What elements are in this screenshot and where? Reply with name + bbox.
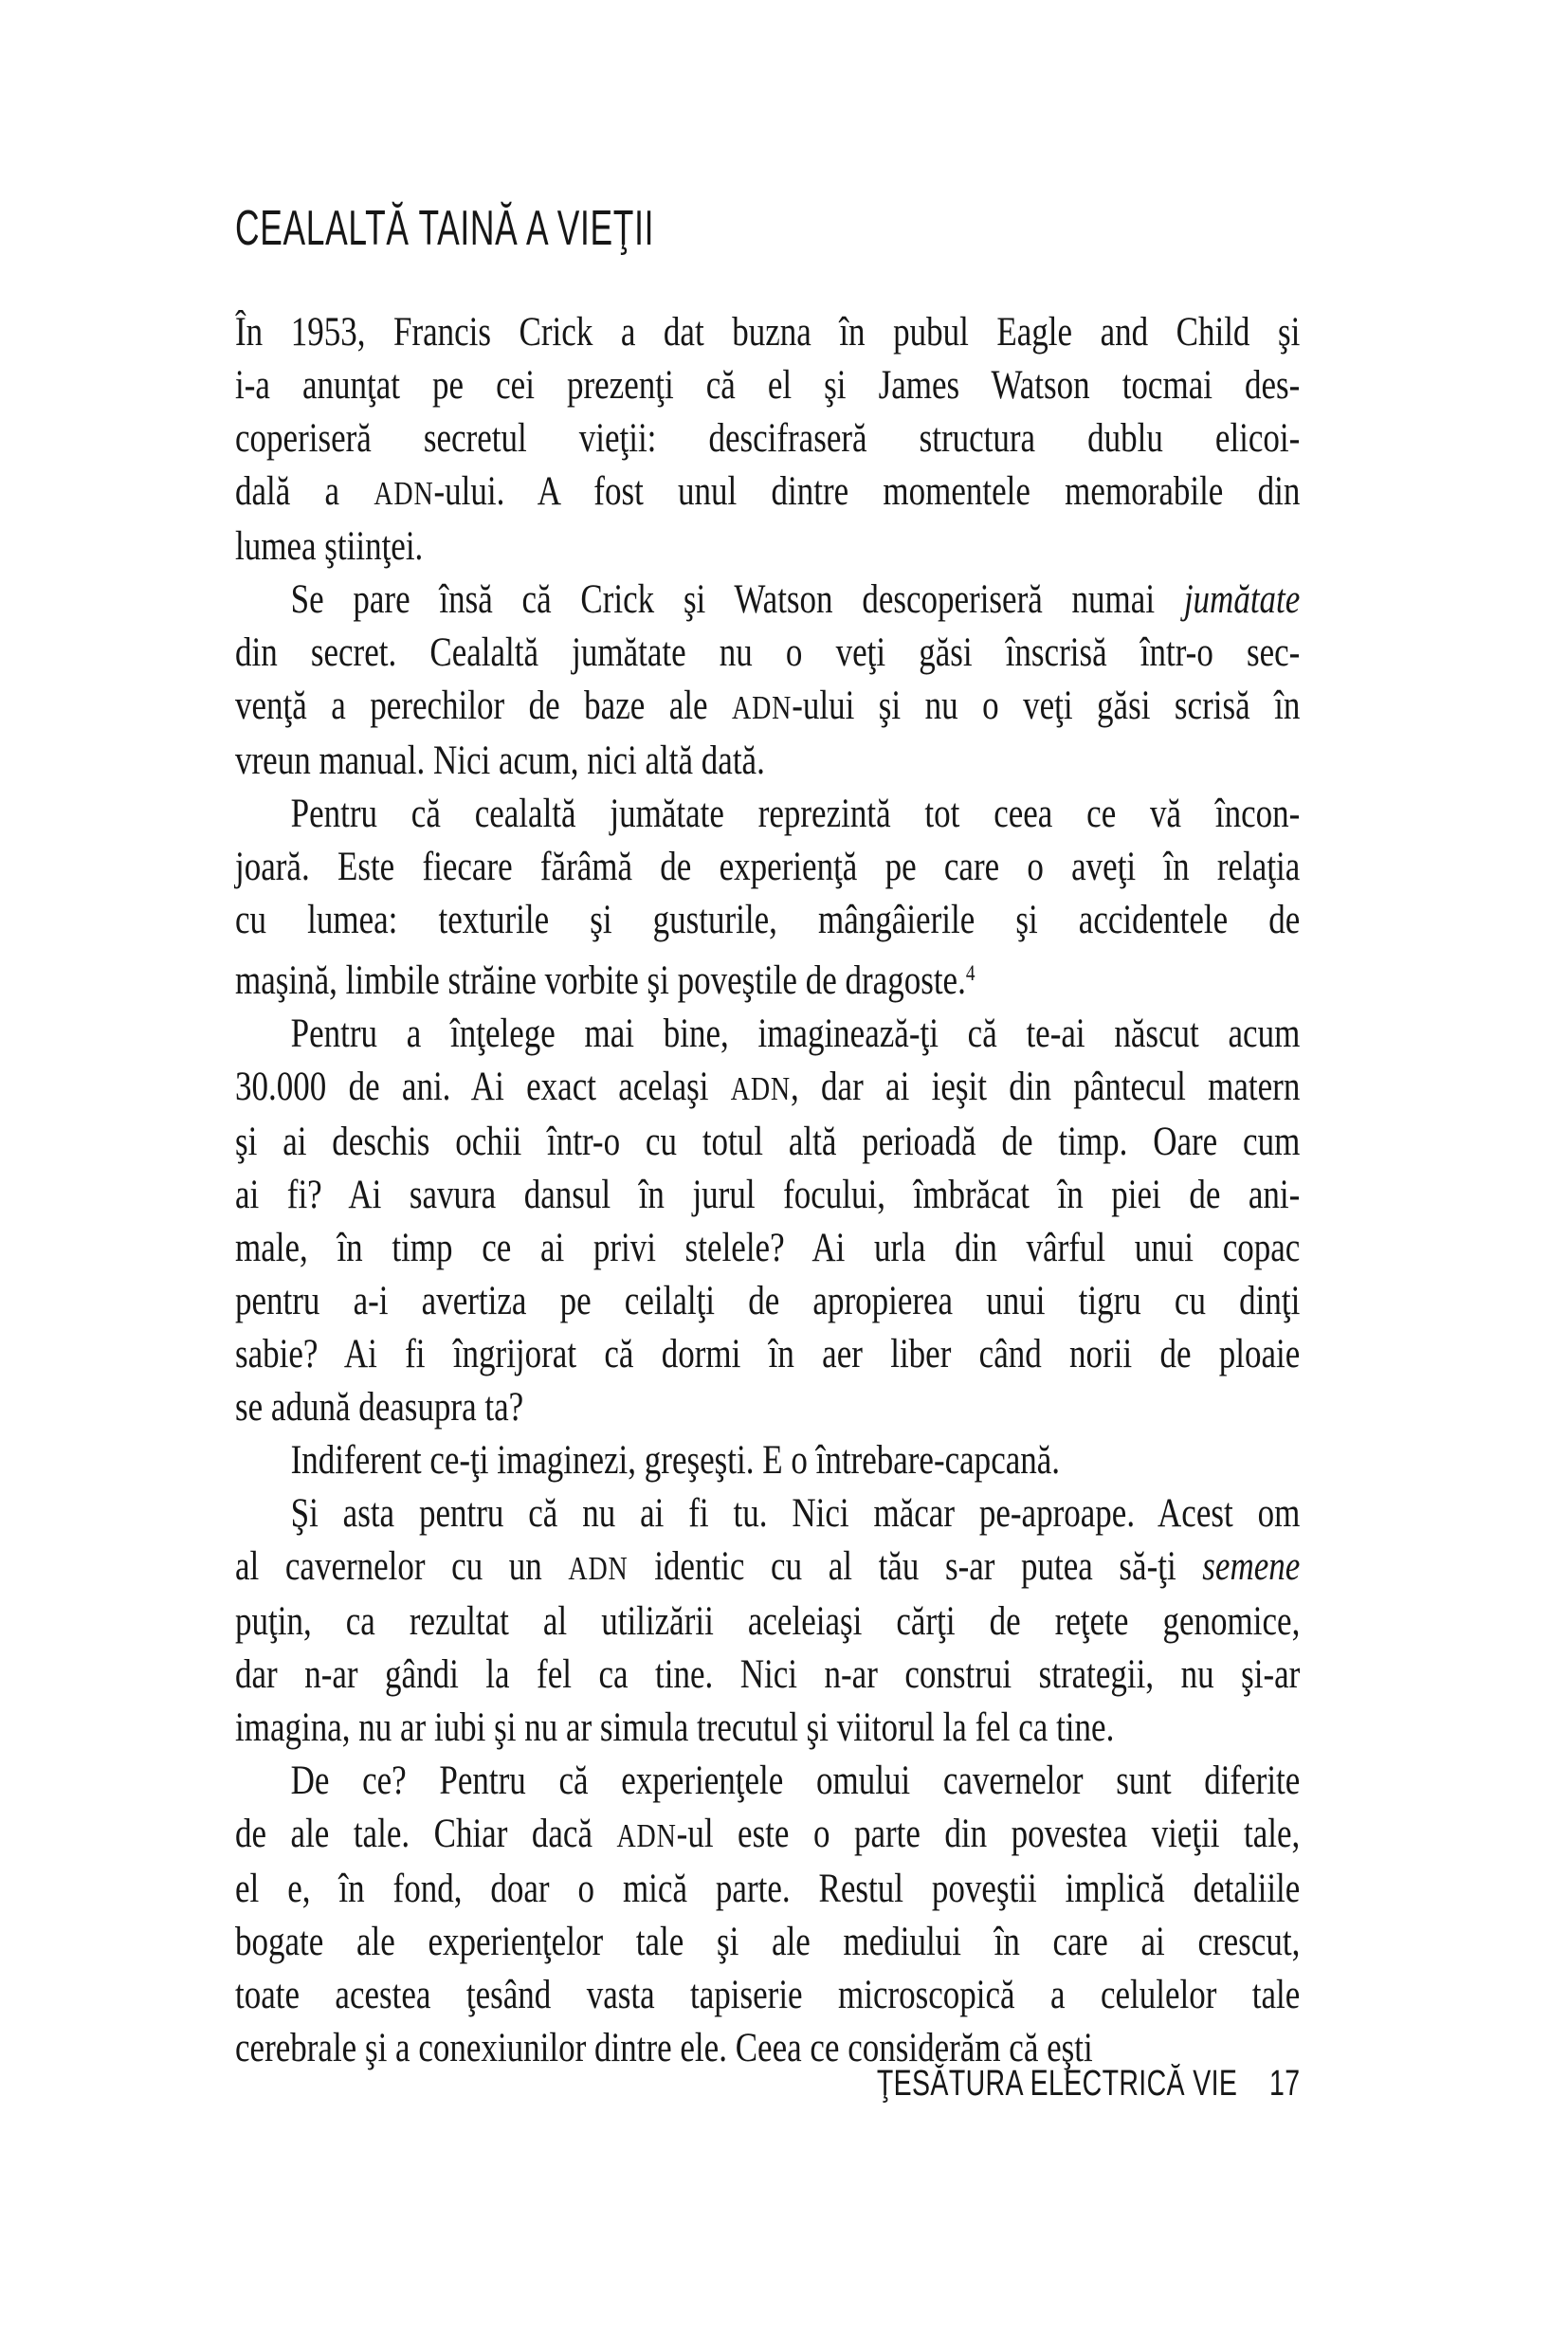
text-segment: male, în timp ce ai privi stelele? Ai urla din vârful unui copac bbox=[235, 1226, 1301, 1271]
text-segment: -ul este o parte din povestea vieţii tale, bbox=[676, 1812, 1301, 1857]
smallcaps-text: ADN bbox=[374, 476, 434, 512]
footer-title: ŢESĂTURA ELECTRICĂ VIE bbox=[877, 2064, 1238, 2104]
footnote-ref: 4 bbox=[965, 961, 975, 986]
text-line bbox=[235, 680, 1300, 735]
text-segment: bogate ale experienţelor tale şi ale mediului în care ai crescut, bbox=[235, 1920, 1301, 1965]
text-segment: venţă a perechilor de baze ale bbox=[235, 683, 733, 728]
text-line bbox=[235, 1649, 1300, 1702]
smallcaps-text: ADN bbox=[568, 1551, 629, 1588]
text-line bbox=[235, 1222, 1300, 1275]
italic-text: semene bbox=[1202, 1544, 1301, 1590]
text-line bbox=[235, 1916, 1300, 1969]
text-line bbox=[235, 359, 1300, 412]
text-line bbox=[235, 306, 1300, 359]
text-segment: el e, în fond, doar o mică parte. Restul poveştii implică detaliile bbox=[235, 1867, 1301, 1912]
text-line bbox=[235, 1275, 1300, 1328]
text-line bbox=[235, 1116, 1300, 1169]
text-line bbox=[235, 1540, 1300, 1595]
text-segment: Pentru că cealaltă jumătate reprezintă tot ceea ce vă încon- bbox=[290, 792, 1301, 836]
text-line bbox=[235, 735, 1300, 788]
paragraph bbox=[235, 1755, 1300, 2075]
text-segment: maşină, limbile străine vorbite şi poveştile de dragoste. bbox=[235, 958, 966, 1004]
text-segment: Pentru a înţelege mai bine, imaginează-ţi că te-ai născut acum bbox=[290, 1011, 1301, 1057]
text-line bbox=[235, 1863, 1300, 1916]
text-segment: cu lumea: texturile şi gusturile, mângâierile şi accidentele de bbox=[235, 898, 1301, 942]
text-segment: -ului. A fost unul dintre momentele memorabile din bbox=[433, 469, 1301, 514]
text-line bbox=[235, 947, 1300, 1008]
smallcaps-text: ADN bbox=[730, 1071, 791, 1108]
text-line bbox=[235, 1061, 1300, 1116]
text-segment: de ale tale. Chiar dacă bbox=[235, 1812, 617, 1857]
text-segment: şi ai deschis ochii într-o cu totul altă perioadă de timp. Oare cum bbox=[235, 1120, 1301, 1165]
text-segment: i-a anunţat pe cei prezenţi că el şi James Watson tocmai des- bbox=[235, 363, 1301, 408]
text-line bbox=[235, 1969, 1300, 2022]
body-text bbox=[235, 306, 1300, 2075]
italic-text: jumătate bbox=[1183, 577, 1301, 622]
text-line bbox=[235, 412, 1300, 465]
text-line bbox=[235, 520, 1300, 574]
text-segment: -ului şi nu o veţi găsi scrisă în bbox=[792, 683, 1301, 728]
text-line bbox=[235, 574, 1300, 627]
text-line bbox=[235, 788, 1300, 841]
text-segment: lumea ştiinţei. bbox=[235, 524, 424, 569]
text-segment: din secret. Cealaltă jumătate nu o veţi găsi înscrisă într-o sec- bbox=[235, 630, 1301, 675]
text-line bbox=[235, 1808, 1300, 1863]
smallcaps-text: ADN bbox=[616, 1818, 677, 1855]
page-number: 17 bbox=[1269, 2064, 1301, 2104]
text-segment: se adună deasupra ta? bbox=[235, 1385, 524, 1431]
text-segment: Indiferent ce-ţi imaginezi, greşeşti. E o întrebare-capcană. bbox=[290, 1438, 1061, 1484]
text-line bbox=[235, 1702, 1300, 1755]
text-segment: Şi asta pentru că nu ai fi tu. Nici măcar pe-aproape. Acest om bbox=[290, 1491, 1301, 1537]
text-segment: sabie? Ai fi îngrijorat că dormi în aer liber când norii de ploaie bbox=[235, 1332, 1301, 1377]
smallcaps-text: ADN bbox=[732, 690, 793, 726]
text-line bbox=[235, 1169, 1300, 1222]
text-line bbox=[235, 1755, 1300, 1808]
text-segment: Se pare însă că Crick şi Watson descoperiseră numai bbox=[290, 577, 1184, 622]
text-line bbox=[235, 627, 1300, 680]
text-segment: puţin, ca rezultat al utilizării aceleiaşi cărţi de reţete genomice, bbox=[235, 1599, 1301, 1645]
text-line bbox=[235, 1328, 1300, 1381]
chapter-title: CEALALTĂ TAINĂ A VIEŢII bbox=[235, 201, 655, 256]
paragraph bbox=[235, 574, 1300, 788]
text-segment: identic cu al tău s-ar putea să-ţi bbox=[628, 1544, 1203, 1590]
text-line bbox=[235, 841, 1300, 894]
text-segment: În 1953, Francis Crick a dat buzna în pubul Eagle and Child şi bbox=[235, 310, 1301, 355]
text-segment: ai fi? Ai savura dansul în jurul focului, îmbrăcat în piei de ani- bbox=[235, 1173, 1301, 1218]
paragraph bbox=[235, 1434, 1300, 1487]
text-segment: joară. Este fiecare fărâmă de experienţă pe care o aveţi în relaţia bbox=[235, 845, 1301, 889]
text-line bbox=[235, 1595, 1300, 1649]
text-segment: pentru a-i avertiza pe ceilalţi de apropierea unui tigru cu dinţi bbox=[235, 1279, 1301, 1324]
paragraph bbox=[235, 1008, 1300, 1434]
running-footer bbox=[877, 2064, 1301, 2105]
text-segment: cerebrale şi a conexiunilor dintre ele. Ceea ce considerăm că eşti bbox=[235, 2026, 1093, 2071]
text-line bbox=[235, 1434, 1300, 1487]
text-segment: dar n-ar gândi la fel ca tine. Nici n-ar construi strategii, nu şi-ar bbox=[235, 1652, 1301, 1698]
text-line bbox=[235, 894, 1300, 947]
text-segment: dală a bbox=[235, 469, 374, 514]
text-line bbox=[235, 1487, 1300, 1540]
text-segment: De ce? Pentru că experienţele omului cavernelor sunt diferite bbox=[290, 1759, 1301, 1804]
text-line bbox=[235, 465, 1300, 520]
text-segment: coperiseră secretul vieţii: descifraseră structura dublu elicoi- bbox=[235, 416, 1301, 461]
paragraph bbox=[235, 788, 1300, 1008]
paragraph bbox=[235, 306, 1300, 574]
text-segment: al cavernelor cu un bbox=[235, 1544, 569, 1590]
text-line bbox=[235, 1381, 1300, 1434]
text-segment: toate acestea ţesând vasta tapiserie microscopică a celulelor tale bbox=[235, 1973, 1301, 2018]
paragraph bbox=[235, 1487, 1300, 1755]
text-line bbox=[235, 1008, 1300, 1061]
text-segment: , dar ai ieşit din pântecul matern bbox=[790, 1065, 1301, 1110]
text-segment: imagina, nu ar iubi şi nu ar simula trecutul şi viitorul la fel ca tine. bbox=[235, 1705, 1115, 1751]
text-segment: 30.000 de ani. Ai exact acelaşi bbox=[235, 1065, 731, 1110]
text-segment: vreun manual. Nici acum, nici altă dată. bbox=[235, 738, 765, 783]
